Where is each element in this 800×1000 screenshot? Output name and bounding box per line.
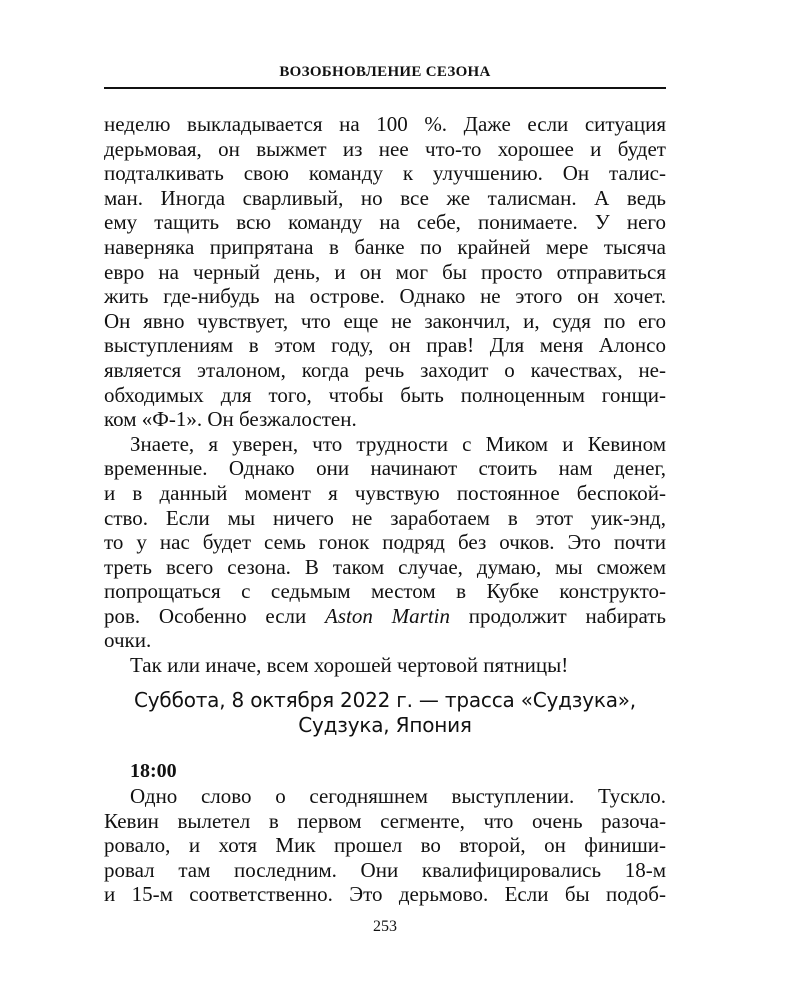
time-label: 18:00 — [130, 760, 177, 782]
text-line: ство. Если мы ничего не заработаем в этот уик-энд, — [104, 505, 666, 530]
italic-brand-name: Aston Martin — [325, 603, 450, 628]
text-line: дерьмовая, он выжмет из нее что-то хорошее и будет — [104, 136, 666, 161]
text-line: является эталоном, когда речь заходит о качествах, не- — [104, 357, 666, 382]
text-line: то у нас будет семь гонок подряд без очков. Это почти — [104, 530, 666, 555]
text-line: временные. Однако они начинают стоить нам денег, — [104, 456, 666, 481]
text-line: попрощаться с седьмым местом в Кубке конструкто- — [104, 579, 666, 604]
text-line: треть всего сезона. В таком случае, думаю, мы сможем — [104, 554, 666, 579]
page-number: 253 — [373, 918, 397, 935]
section-title-line: Судзука, Япония — [298, 713, 472, 737]
text-line: евро на черный день, и он мог бы просто отправиться — [104, 259, 666, 284]
text-line: Он явно чувствует, что еще не закончил, и, судя по его — [104, 308, 666, 333]
text-line: Так или иначе, всем хорошей чертовой пятницы! — [130, 653, 569, 678]
text-line: ком «Ф-1». Он безжалостен. — [104, 407, 357, 432]
text-line: Одно слово о сегодняшнем выступлении. Тускло. — [130, 784, 666, 808]
text-span: продолжит набирать — [449, 603, 666, 628]
text-line: очки. — [104, 628, 152, 653]
header-rule — [104, 87, 666, 89]
text-line: и в данный момент я чувствую постоянное беспокой- — [104, 480, 666, 505]
text-line: выступлениям в этом году, он прав! Для меня Алонсо — [104, 333, 666, 358]
text-line: обходимых для того, чтобы быть полноценным гонщи- — [104, 382, 666, 407]
text-line: наверняка припрятана в банке по крайней мере тысяча — [104, 234, 666, 259]
text-line: жить где-нибудь на острове. Однако не этого он хочет. — [104, 284, 666, 309]
text-line: ровал там последним. Они квалифицировались 18-м — [104, 857, 666, 882]
text-line: ему тащить всю команду на себе, понимаете. У него — [104, 210, 666, 235]
text-line: неделю выкладывается на 100 %. Даже если ситуация — [104, 112, 666, 136]
text-line: ровало, и хотя Мик прошел во второй, он финиши- — [104, 833, 666, 858]
text-line: подталкивать свою команду к улучшению. Он талис- — [104, 161, 666, 186]
text-line: ман. Иногда сварливый, но все же талисман. А ведь — [104, 185, 666, 210]
text-line: Кевин вылетел в первом сегменте, что очень разоча- — [104, 808, 666, 833]
text-line: Знаете, я уверен, что трудности с Миком и Кевином — [130, 431, 666, 456]
section-title — [104, 688, 666, 738]
text-span: ров. Особенно если — [104, 603, 326, 628]
section-title-line: Суббота, 8 октября 2022 г. — трасса «Судзука», — [134, 688, 636, 712]
running-header: ВОЗОБНОВЛЕНИЕ СЕЗОНА — [279, 64, 491, 80]
text-line: и 15-м соответственно. Это дерьмово. Если бы подоб- — [104, 882, 666, 907]
text-line — [104, 604, 666, 629]
text-block-bottom — [104, 784, 666, 907]
text-block-top — [104, 112, 666, 678]
